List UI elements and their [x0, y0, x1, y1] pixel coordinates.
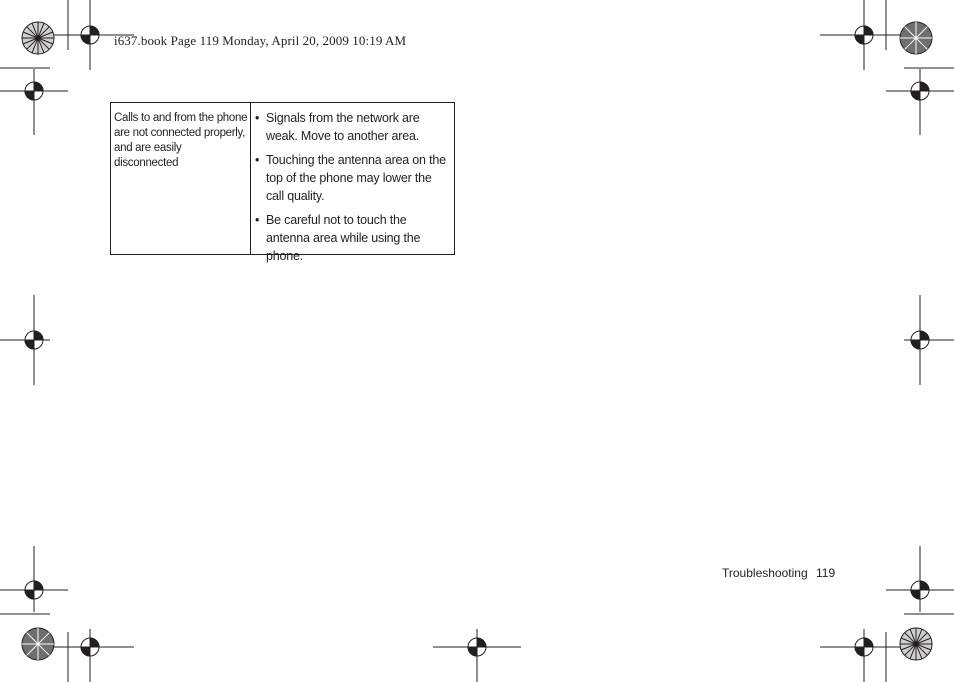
solution-item: • Signals from the network are weak. Move to another area. [255, 109, 450, 145]
problem-cell: Calls to and from the phone are not connected properly, and are easily disconnected [111, 103, 251, 254]
solution-item: • Be careful not to touch the antenna area while using the phone. [255, 211, 450, 265]
page-number: 119 [816, 566, 836, 580]
print-header: i637.book Page 119 Monday, April 20, 2009 10:19 AM [114, 33, 407, 48]
footer-section-title: Troubleshooting [722, 566, 808, 580]
solution-list [255, 109, 450, 265]
solution-item: • Touching the antenna area on the top of the phone may lower the call quality. [255, 151, 450, 205]
solution-cell [251, 103, 454, 263]
troubleshooting-table [110, 102, 455, 263]
